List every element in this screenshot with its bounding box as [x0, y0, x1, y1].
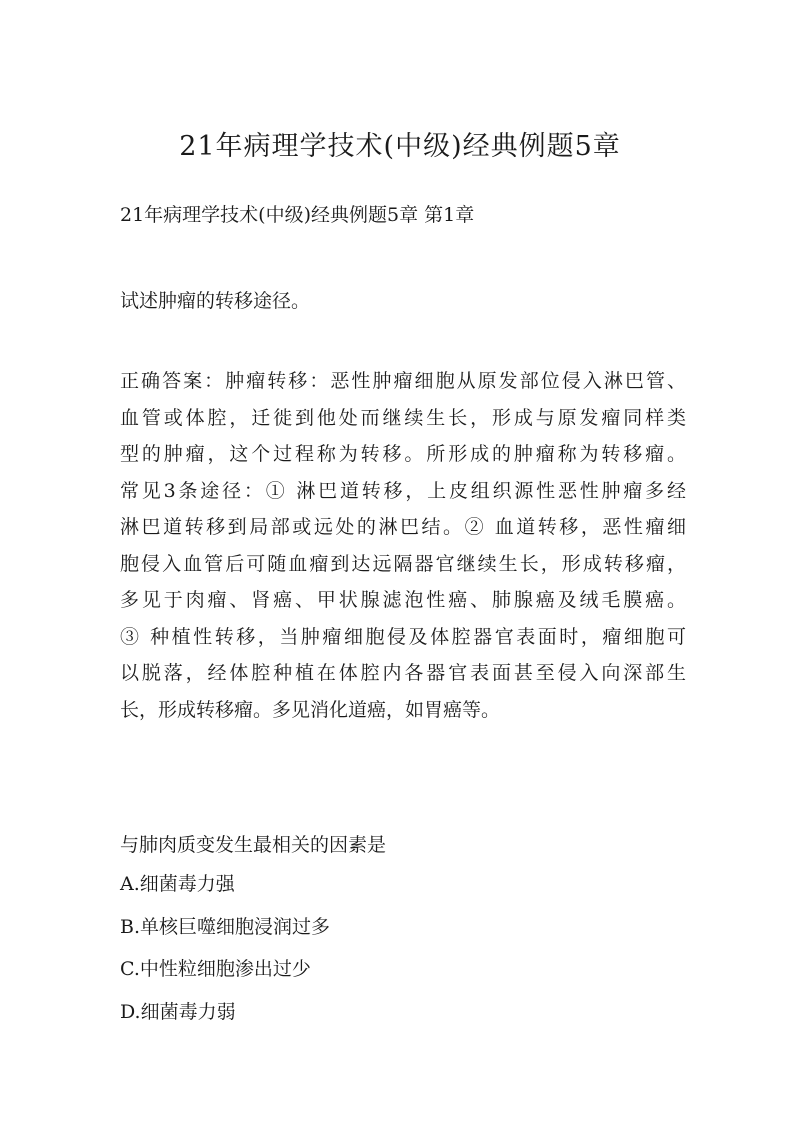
- answer-line: 以脱落，经体腔种植在体腔内各器官表面甚至侵入向深部生: [120, 662, 686, 684]
- answer-line: 胞侵入血管后可随血瘤到达远隔器官继续生长，形成转移瘤，: [120, 552, 686, 575]
- answer-line: 正确答案：肿瘤转移：恶性肿瘤细胞从原发部位侵入淋巴管、: [120, 370, 686, 392]
- option-a: A.细菌毒力强: [120, 873, 235, 895]
- answer-line: ③ 种植性转移，当肿瘤细胞侵及体腔器官表面时，瘤细胞可: [120, 625, 686, 648]
- page-title: 21年病理学技术(中级)经典例题5章: [179, 131, 621, 162]
- question-1: 试述肿瘤的转移途径。: [120, 290, 311, 312]
- answer-paragraph: [120, 363, 686, 728]
- option-b: B.单核巨噬细胞浸润过多: [120, 915, 331, 938]
- answer-line: 淋巴道转移到局部或远处的淋巴结。② 血道转移，恶性瘤细: [120, 516, 686, 538]
- answer-line: 型的肿瘤，这个过程称为转移。所形成的肿瘤称为转移瘤。: [120, 443, 686, 465]
- chapter-heading: 21年病理学技术(中级)经典例题5章 第1章: [120, 204, 475, 226]
- question-2: 与肺肉质变发生最相关的因素是: [120, 834, 387, 856]
- options-list: [120, 870, 330, 1040]
- answer-line: 常见3条途径：① 淋巴道转移，上皮组织源性恶性肿瘤多经: [120, 479, 686, 502]
- answer-line: 多见于肉瘤、肾癌、甲状腺滤泡性癌、肺腺癌及绒毛膜癌。: [120, 589, 686, 611]
- option-c: C.中性粒细胞渗出过少: [120, 958, 311, 980]
- answer-line: 血管或体腔，迁徙到他处而继续生长，形成与原发瘤同样类: [120, 406, 686, 429]
- option-d: D.细菌毒力弱: [120, 1000, 236, 1023]
- answer-line: 长，形成转移瘤。多见消化道癌，如胃癌等。: [120, 698, 501, 721]
